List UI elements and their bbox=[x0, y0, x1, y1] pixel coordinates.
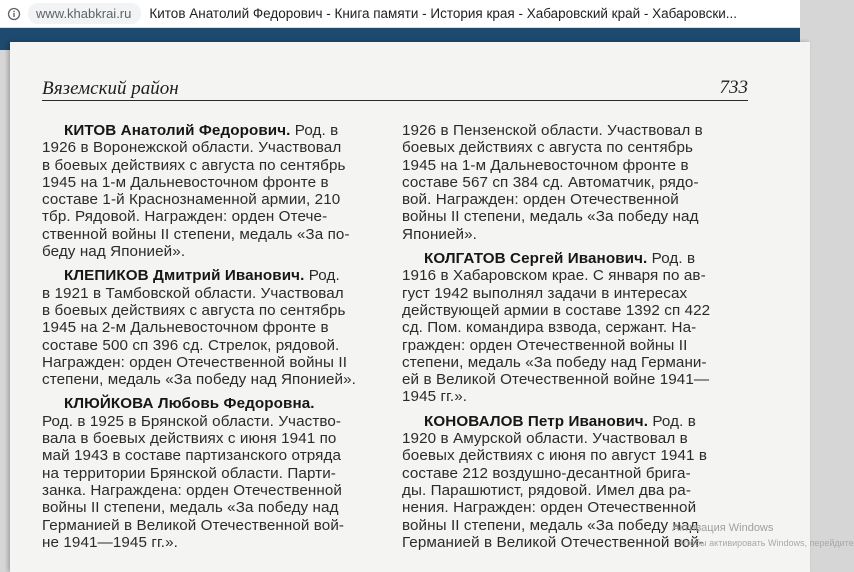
entry-text-line: 1945 на 1-м Дальневосточном фронте в bbox=[42, 173, 329, 191]
book-page-scan bbox=[10, 42, 810, 572]
entry-text-line: вой. Награжден: орден Отечественной bbox=[402, 191, 679, 209]
entry-text-line: тбр. Рядовой. Награжден: орден Отече- bbox=[42, 208, 328, 226]
entry-text-line: май 1943 в составе партизанского отряда bbox=[42, 447, 342, 465]
entry-text-line: вала в боевых действиях с июня 1941 по bbox=[42, 430, 337, 448]
windows-activation-watermark: Активация Windows bbox=[672, 522, 774, 534]
url-field[interactable]: www.khabkrai.ru bbox=[28, 3, 141, 24]
entry-heading-line bbox=[42, 395, 382, 412]
entry-text-line: 1945 гг.». bbox=[402, 388, 468, 406]
entry-text-line: занка. Награждена: орден Отечественной bbox=[42, 481, 343, 499]
person-name: КИТОВ Анатолий Федорович. bbox=[64, 122, 291, 139]
entry-heading-line bbox=[402, 413, 742, 430]
entry-text-line: нения. Награжден: орден Отечественной bbox=[402, 499, 697, 517]
entry-heading-line bbox=[402, 250, 742, 267]
left-column bbox=[42, 122, 382, 551]
entry-text-line: боевых действиях с июня по август 1941 в bbox=[402, 447, 708, 465]
page-title: Китов Анатолий Федорович - Книга памяти - История края - Хабаровский край - Хабаровски... bbox=[149, 6, 738, 21]
entry-text-line: Германией в Великой Отечественной вой- bbox=[42, 516, 345, 534]
info-icon[interactable] bbox=[0, 7, 28, 21]
entry-text-line: 1920 в Амурской области. Участвовал в bbox=[402, 430, 688, 448]
entry-text-line: войны II степени, медаль «За победу над bbox=[42, 499, 339, 517]
entry-text: Род. в bbox=[648, 412, 696, 430]
entry-text-line: в боевых действиях с августа по сентябрь bbox=[42, 156, 346, 174]
entry-text-line: сд. Пом. командира взвода, сержант. На- bbox=[402, 319, 697, 337]
entry-text-line: степени, медаль «За победу над Японией». bbox=[42, 371, 356, 389]
entry-text-line: составе 567 сп 384 сд. Автоматчик, рядо- bbox=[402, 173, 699, 191]
district-title: Вяземский район bbox=[42, 78, 179, 99]
entry-text-line: Японией». bbox=[402, 225, 478, 243]
entry-text-line: беду над Японией». bbox=[42, 243, 186, 261]
entry-text-line: войны II степени, медаль «За победу над bbox=[402, 208, 699, 226]
entry-text: Род. в bbox=[290, 122, 339, 139]
entry-text-line: Германией в Великой Отечественной вой- bbox=[402, 533, 705, 551]
entry-text-line: действующей армии в составе 1392 сп 422 bbox=[402, 301, 711, 319]
entry-text-line: боевых действиях с августа по сентябрь bbox=[402, 139, 694, 157]
entry-text-line: Награжден: орден Отечественной войны II bbox=[42, 353, 348, 371]
person-name: КЛЕПИКОВ Дмитрий Иванович. bbox=[64, 267, 305, 285]
person-name: КОНОВАЛОВ Петр Иванович. bbox=[424, 412, 649, 430]
entry-text-line: 1926 в Воронежской области. Участвовал bbox=[42, 139, 342, 157]
page-number: 733 bbox=[719, 77, 748, 98]
entry-text-line: не 1941—1945 гг.». bbox=[42, 533, 178, 551]
entry-text-line: гражден: орден Отечественной войны II bbox=[402, 336, 688, 354]
entry-gap bbox=[42, 260, 382, 267]
memorial-entry bbox=[42, 395, 382, 551]
browser-address-bar bbox=[0, 0, 800, 28]
entry-text-line: Род. в 1925 в Брянской области. Участво- bbox=[42, 412, 342, 430]
entry-text-line: ды. Парашютист, рядовой. Имел два ра- bbox=[402, 481, 691, 499]
memorial-entry bbox=[42, 267, 382, 388]
entry-text-line: на территории Брянской области. Парти- bbox=[42, 464, 336, 482]
entry-text-line: ей в Великой Отечественной войне 1941— bbox=[402, 371, 710, 389]
entry-text-line: 1926 в Пензенской области. Участвовал в bbox=[402, 122, 703, 139]
memorial-entry bbox=[402, 122, 742, 243]
memorial-entry bbox=[42, 122, 382, 260]
entry-gap bbox=[402, 406, 742, 413]
entry-text-line: составе 500 сп 396 сд. Стрелок, рядовой. bbox=[42, 336, 340, 354]
person-name: КОЛГАТОВ Сергей Иванович. bbox=[424, 250, 648, 268]
entry-text-line: в боевых действиях с августа по сентябрь bbox=[42, 301, 346, 319]
entry-text-line: 1945 на 1-м Дальневосточном фронте в bbox=[402, 156, 689, 174]
page-header bbox=[42, 76, 748, 101]
entry-text: Род. bbox=[304, 267, 340, 285]
entry-gap bbox=[402, 243, 742, 250]
entry-text-line: 1916 в Хабаровском крае. С января по ав- bbox=[402, 267, 706, 285]
entry-text-line: войны II степени, медаль «За победу над bbox=[402, 516, 699, 534]
memorial-entry bbox=[402, 250, 742, 406]
entry-text-line: степени, медаль «За победу над Германи- bbox=[402, 353, 707, 371]
entry-text: Род. в bbox=[647, 250, 696, 268]
entry-text-line: густ 1942 выполнял задачи в интересах bbox=[402, 284, 688, 302]
windows-activation-hint: Чтобы активировать Windows, перейдите bbox=[680, 538, 854, 548]
right-column bbox=[402, 122, 742, 551]
entry-heading-line bbox=[42, 267, 382, 284]
entry-text-line: составе 212 воздушно-десантной брига- bbox=[402, 464, 691, 482]
entry-text-line: составе 1-й Краснознаменной армии, 210 bbox=[42, 191, 341, 209]
entry-text-line: 1945 на 2-м Дальневосточном фронте в bbox=[42, 319, 329, 337]
entry-text-line: ственной войны II степени, медаль «За по- bbox=[42, 225, 350, 243]
person-name: КЛЮЙКОВА Любовь Федоровна. bbox=[64, 395, 315, 413]
entry-heading-line bbox=[42, 122, 382, 139]
entry-text-line: в 1921 в Тамбовской области. Участвовал bbox=[42, 284, 344, 302]
